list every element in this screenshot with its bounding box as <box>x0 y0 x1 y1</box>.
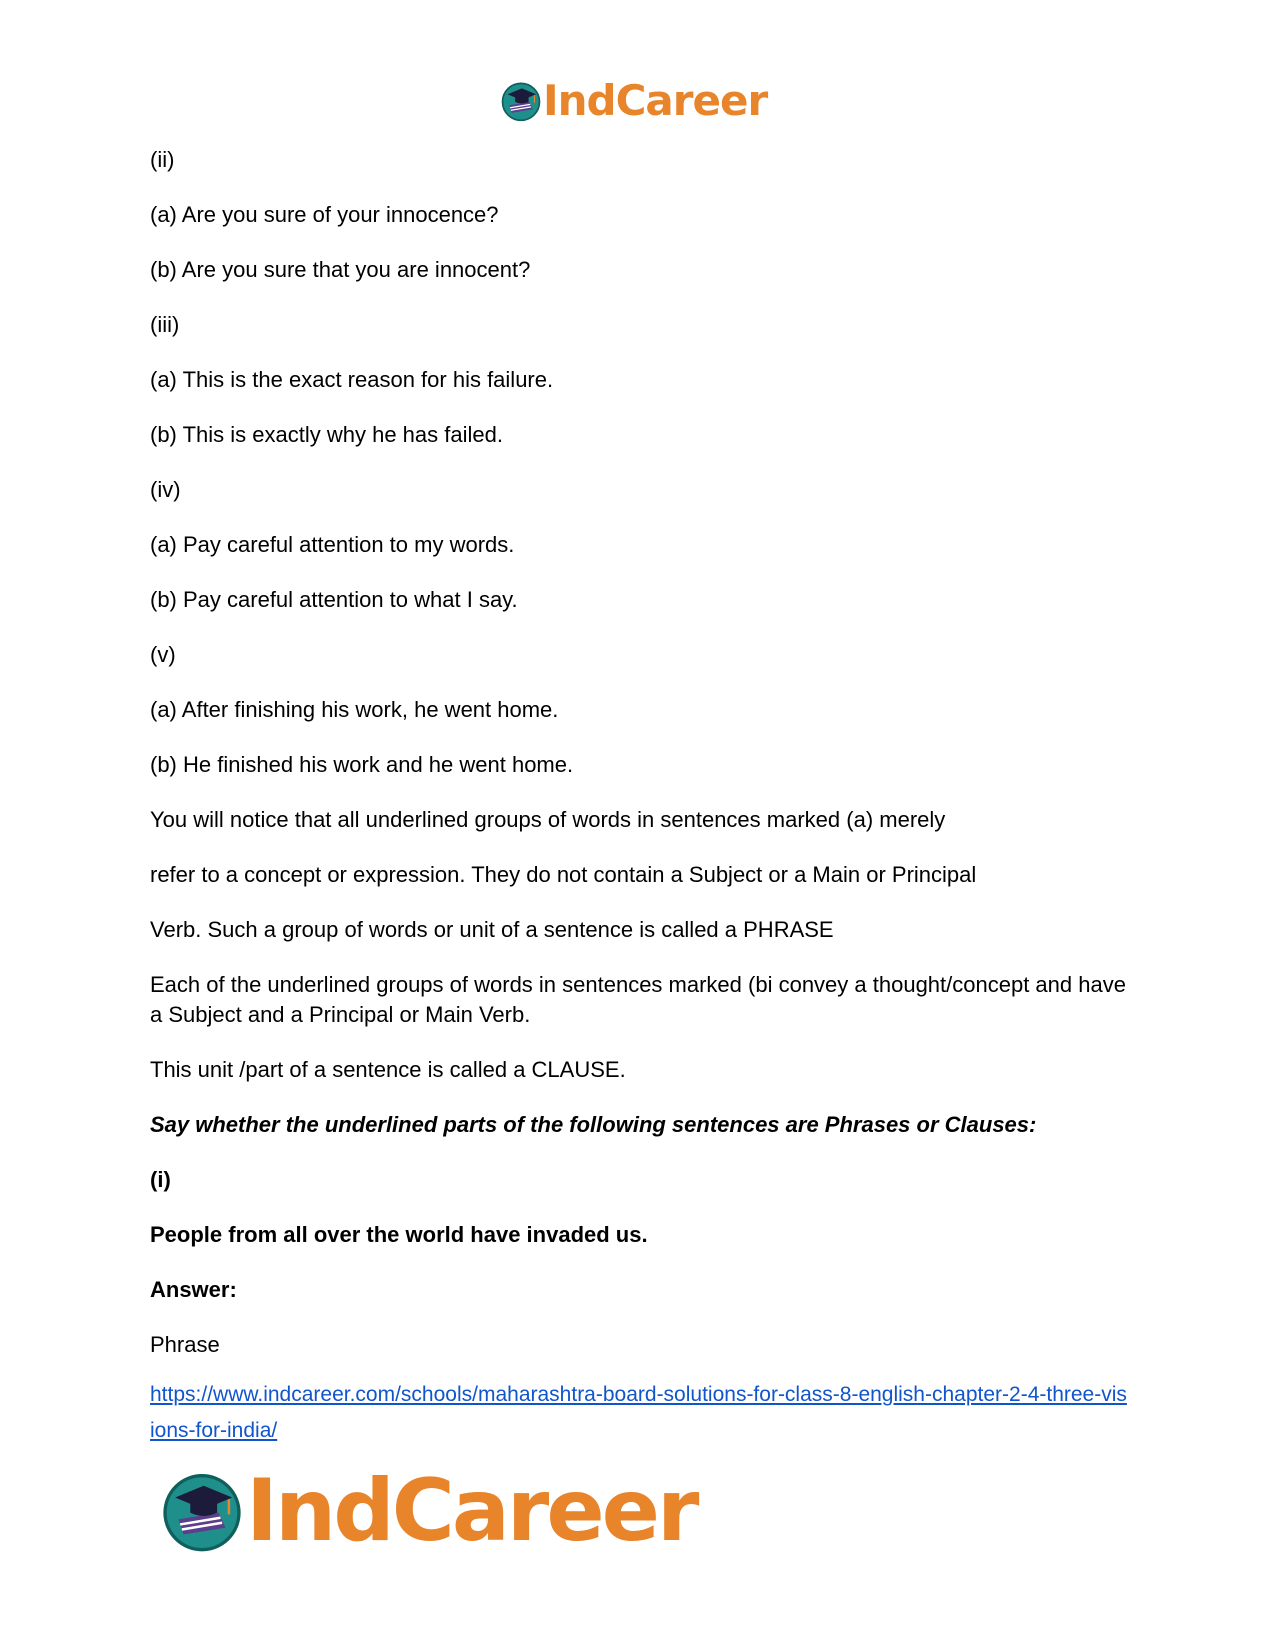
paragraph: refer to a concept or expression. They do not contain a Subject or a Main or Principal <box>150 862 977 887</box>
paragraph: You will notice that all underlined groups of words in sentences marked (a) merely <box>150 807 946 832</box>
source-link-block <box>150 1377 1130 1449</box>
paragraph: (b) Are you sure that you are innocent? <box>150 257 531 282</box>
footer-logo <box>160 1461 697 1561</box>
document-body <box>150 145 1130 1449</box>
source-link[interactable]: https://www.indcareer.com/schools/maharashtra-board-solutions-for-class-8-english-chapter-2-4-three-visions-for-india/ <box>150 1383 1127 1442</box>
paragraph: (b) Pay careful attention to what I say. <box>150 587 518 612</box>
paragraph: (i) <box>150 1167 171 1192</box>
paragraph: Phrase <box>150 1332 220 1357</box>
paragraph: People from all over the world have invaded us. <box>150 1222 648 1247</box>
logo-text: IndCareer <box>246 1461 697 1561</box>
paragraph: This unit /part of a sentence is called a CLAUSE. <box>150 1057 626 1082</box>
paragraph: (a) Are you sure of your innocence? <box>150 202 499 227</box>
graduation-globe-icon <box>500 80 542 122</box>
paragraph: (b) He finished his work and he went home. <box>150 752 574 777</box>
paragraph: (a) Pay careful attention to my words. <box>150 532 515 557</box>
graduation-globe-icon <box>160 1469 244 1553</box>
paragraph: (iii) <box>150 312 180 337</box>
header-logo <box>500 76 768 125</box>
paragraph: Each of the underlined groups of words in sentences marked (bi convey a thought/concept and have a Subject and a Principal or Main Verb. <box>150 972 1126 1027</box>
paragraph: Answer: <box>150 1277 237 1302</box>
paragraph: (ii) <box>150 147 175 172</box>
paragraph: (v) <box>150 642 176 667</box>
logo-text: IndCareer <box>543 76 768 125</box>
paragraph: (b) This is exactly why he has failed. <box>150 422 503 447</box>
paragraph: Verb. Such a group of words or unit of a sentence is called a PHRASE <box>150 917 834 942</box>
paragraph: (iv) <box>150 477 181 502</box>
paragraph: Say whether the underlined parts of the following sentences are Phrases or Clauses: <box>150 1112 1037 1137</box>
paragraph: (a) After finishing his work, he went home. <box>150 697 559 722</box>
paragraph: (a) This is the exact reason for his failure. <box>150 367 554 392</box>
